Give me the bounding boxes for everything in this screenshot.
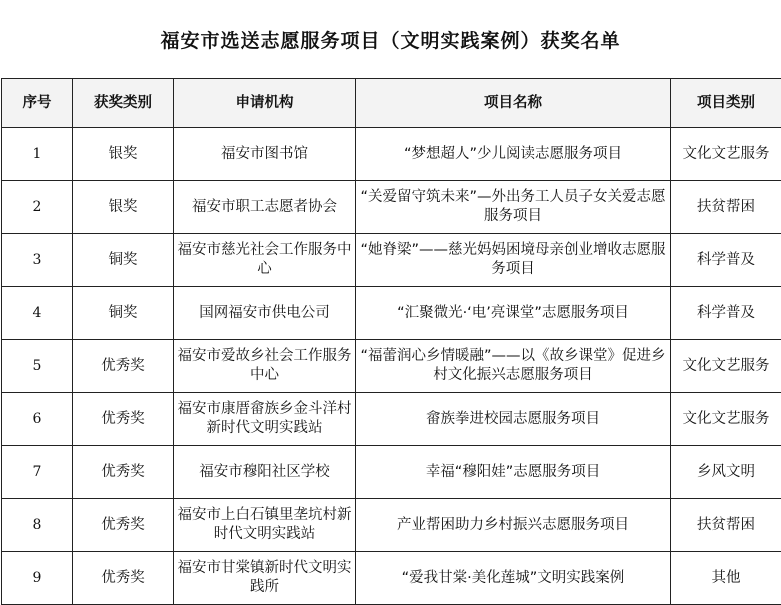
table-row: [2, 181, 781, 234]
cell-award: 铜奖: [73, 234, 174, 287]
cell-award: 优秀奖: [73, 446, 174, 499]
cell-org: 福安市上白石镇里垄坑村新时代文明实践站: [174, 499, 356, 552]
cell-category: 科学普及: [671, 287, 781, 340]
cell-award: 铜奖: [73, 287, 174, 340]
table-row: [2, 234, 781, 287]
cell-org: 福安市图书馆: [174, 128, 356, 181]
document-title: 福安市选送志愿服务项目（文明实践案例）获奖名单: [0, 0, 781, 78]
cell-project: 产业帮困助力乡村振兴志愿服务项目: [356, 499, 671, 552]
cell-seq: 4: [2, 287, 73, 340]
award-table: [1, 78, 781, 605]
header-seq: 序号: [2, 79, 73, 128]
cell-org: 福安市甘棠镇新时代文明实践所: [174, 552, 356, 605]
table-row: [2, 340, 781, 393]
cell-category: 扶贫帮困: [671, 499, 781, 552]
cell-project: “爱我甘棠·美化莲城”文明实践案例: [356, 552, 671, 605]
table-row: [2, 393, 781, 446]
cell-project: “关爱留守筑未来”—外出务工人员子女关爱志愿服务项目: [356, 181, 671, 234]
cell-org: 国网福安市供电公司: [174, 287, 356, 340]
cell-category: 文化文艺服务: [671, 128, 781, 181]
header-project: 项目名称: [356, 79, 671, 128]
cell-org: 福安市康厝畲族乡金斗洋村新时代文明实践站: [174, 393, 356, 446]
cell-category: 科学普及: [671, 234, 781, 287]
cell-category: 文化文艺服务: [671, 393, 781, 446]
cell-category: 其他: [671, 552, 781, 605]
table-row: [2, 446, 781, 499]
table-row: [2, 128, 781, 181]
cell-seq: 2: [2, 181, 73, 234]
cell-org: 福安市职工志愿者协会: [174, 181, 356, 234]
cell-seq: 1: [2, 128, 73, 181]
cell-project: “汇聚微光·‘电’亮课堂”志愿服务项目: [356, 287, 671, 340]
cell-project: “福蕾润心乡情暖融”——以《故乡课堂》促进乡村文化振兴志愿服务项目: [356, 340, 671, 393]
cell-seq: 8: [2, 499, 73, 552]
cell-award: 优秀奖: [73, 393, 174, 446]
header-row: [2, 79, 781, 128]
cell-category: 乡风文明: [671, 446, 781, 499]
cell-award: 优秀奖: [73, 499, 174, 552]
table-row: [2, 287, 781, 340]
cell-seq: 7: [2, 446, 73, 499]
header-org: 申请机构: [174, 79, 356, 128]
header-category: 项目类别: [671, 79, 781, 128]
cell-award: 银奖: [73, 181, 174, 234]
cell-seq: 3: [2, 234, 73, 287]
cell-org: 福安市穆阳社区学校: [174, 446, 356, 499]
cell-award: 银奖: [73, 128, 174, 181]
cell-org: 福安市爱故乡社会工作服务中心: [174, 340, 356, 393]
cell-category: 扶贫帮困: [671, 181, 781, 234]
cell-seq: 9: [2, 552, 73, 605]
cell-org: 福安市慈光社会工作服务中心: [174, 234, 356, 287]
cell-project: 幸福“穆阳娃”志愿服务项目: [356, 446, 671, 499]
table-row: [2, 552, 781, 605]
cell-project: 畲族拳进校园志愿服务项目: [356, 393, 671, 446]
cell-category: 文化文艺服务: [671, 340, 781, 393]
cell-award: 优秀奖: [73, 552, 174, 605]
cell-award: 优秀奖: [73, 340, 174, 393]
header-award: 获奖类别: [73, 79, 174, 128]
cell-project: “她脊梁”——慈光妈妈困境母亲创业增收志愿服务项目: [356, 234, 671, 287]
cell-project: “梦想超人”少儿阅读志愿服务项目: [356, 128, 671, 181]
table-row: [2, 499, 781, 552]
cell-seq: 5: [2, 340, 73, 393]
cell-seq: 6: [2, 393, 73, 446]
